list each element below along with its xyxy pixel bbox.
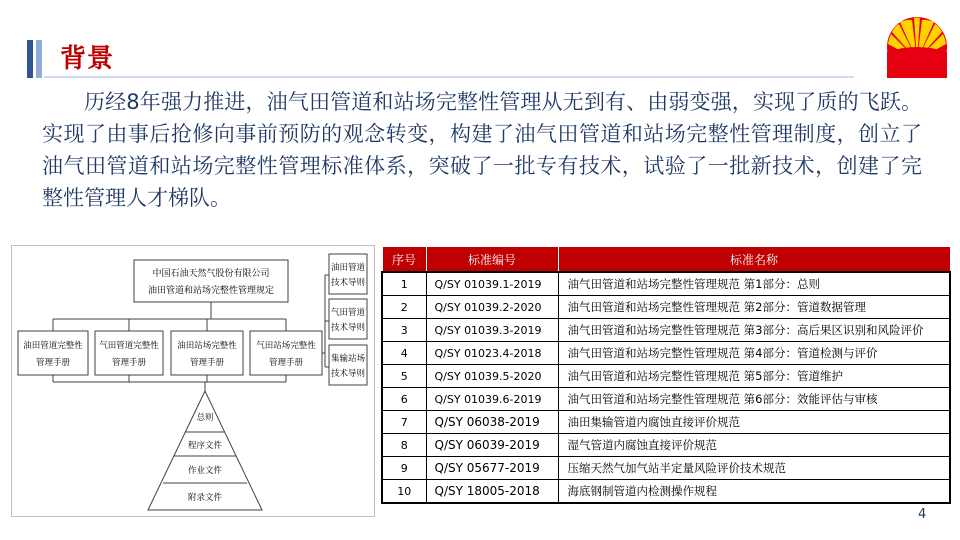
table-row [382,296,950,319]
guide-3-line-2: 技术导则 [330,369,366,379]
row-code: Q/SY 01023.4-2018 [426,342,558,365]
row-no: 4 [382,342,426,365]
row-name: 油气田管道和站场完整性管理规范 第6部分：效能评估与审核 [558,388,950,411]
row-name: 湿气管道内腐蚀直接评价规范 [558,434,950,457]
header-code: 标准编号 [426,247,558,273]
row-no: 8 [382,434,426,457]
manual-box-3 [171,331,243,375]
title-accent-dark [27,40,33,78]
row-name: 油田集输管道内腐蚀直接评价规范 [558,411,950,434]
row-code: Q/SY 01039.3-2019 [426,319,558,342]
row-name: 油气田管道和站场完整性管理规范 第1部分：总则 [558,272,950,296]
manual-1-line-2: 管理手册 [35,358,71,368]
guide-2-line-1: 气田管道 [330,308,366,318]
table-row [382,319,950,342]
company-rule-line-2: 油田管道和站场完整性管理规定 [147,286,275,296]
row-name: 压缩天然气加气站半定量风险评价技术规范 [558,457,950,480]
row-name: 油气田管道和站场完整性管理规范 第2部分：管道数据管理 [558,296,950,319]
row-code: Q/SY 01039.5-2020 [426,365,558,388]
guide-1-line-2: 技术导则 [330,278,366,288]
guide-box-2 [329,299,367,339]
petrochina-logo [886,16,948,78]
slide-title: 背景 [60,44,115,74]
row-code: Q/SY 05677-2019 [426,457,558,480]
body-paragraph: 历经8年强力推进，油气田管道和站场完整性管理从无到有、由弱变强，实现了质的飞跃。实现了由事后抢修向事前预防的观念转变，构建了油气田管道和站场完整性管理制度，创立了油气田管道和站场完整性管理标准体系，突破了一批专有技术，试验了一批新技术，创建了完整性管理人才梯队。 [42,90,922,210]
guide-3-line-1: 集输站场 [330,354,366,364]
guide-2-line-2: 技术导则 [330,323,366,333]
guide-box-3 [329,345,367,385]
row-no: 6 [382,388,426,411]
guide-box-1 [329,254,367,294]
row-name: 海底钢制管道内检测操作规程 [558,480,950,504]
row-code: Q/SY 06038-2019 [426,411,558,434]
manual-3-line-1: 油田站场完整性 [177,341,237,351]
row-no: 9 [382,457,426,480]
title-underline [44,76,854,78]
row-name: 油气田管道和站场完整性管理规范 第3部分：高后果区识别和风险评价 [558,319,950,342]
page-number: 4 [918,507,927,522]
manual-3-line-2: 管理手册 [189,358,225,368]
pyramid-level-3: 作业文件 [187,466,223,476]
manual-box-2 [95,331,163,375]
row-no: 1 [382,272,426,296]
row-code: Q/SY 01039.1-2019 [426,272,558,296]
management-system-diagram [11,245,375,517]
row-no: 3 [382,319,426,342]
table-row [382,272,950,296]
table-row [382,434,950,457]
guide-1-line-1: 油田管道 [330,263,366,273]
manual-4-line-1: 气田站场完整性 [256,341,316,351]
table-row [382,365,950,388]
pyramid-level-4: 附录文件 [187,493,223,503]
table-row [382,388,950,411]
table-header-row [382,247,950,273]
pyramid-level-2: 程序文件 [187,441,223,451]
manual-box-4 [250,331,322,375]
row-code: Q/SY 01039.2-2020 [426,296,558,319]
pyramid-level-1: 总则 [196,413,214,423]
row-code: Q/SY 18005-2018 [426,480,558,504]
company-rule-line-1: 中国石油天然气股份有限公司 [152,269,270,279]
manual-box-1 [18,331,88,375]
row-name: 油气田管道和站场完整性管理规范 第4部分：管道检测与评价 [558,342,950,365]
row-code: Q/SY 06039-2019 [426,434,558,457]
table-row [382,457,950,480]
table-row [382,480,950,504]
manual-2-line-1: 气田管道完整性 [99,341,159,351]
row-no: 10 [382,480,426,504]
row-code: Q/SY 01039.6-2019 [426,388,558,411]
row-no: 2 [382,296,426,319]
table-row [382,342,950,365]
row-no: 5 [382,365,426,388]
header-name: 标准名称 [558,247,950,273]
standards-table [381,246,951,504]
row-no: 7 [382,411,426,434]
manual-4-line-2: 管理手册 [268,358,304,368]
title-accent-light [36,40,42,78]
row-name: 油气田管道和站场完整性管理规范 第5部分：管道维护 [558,365,950,388]
header-no: 序号 [382,247,426,273]
table-row [382,411,950,434]
manual-2-line-2: 管理手册 [111,358,147,368]
manual-1-line-1: 油田管道完整性 [23,341,83,351]
